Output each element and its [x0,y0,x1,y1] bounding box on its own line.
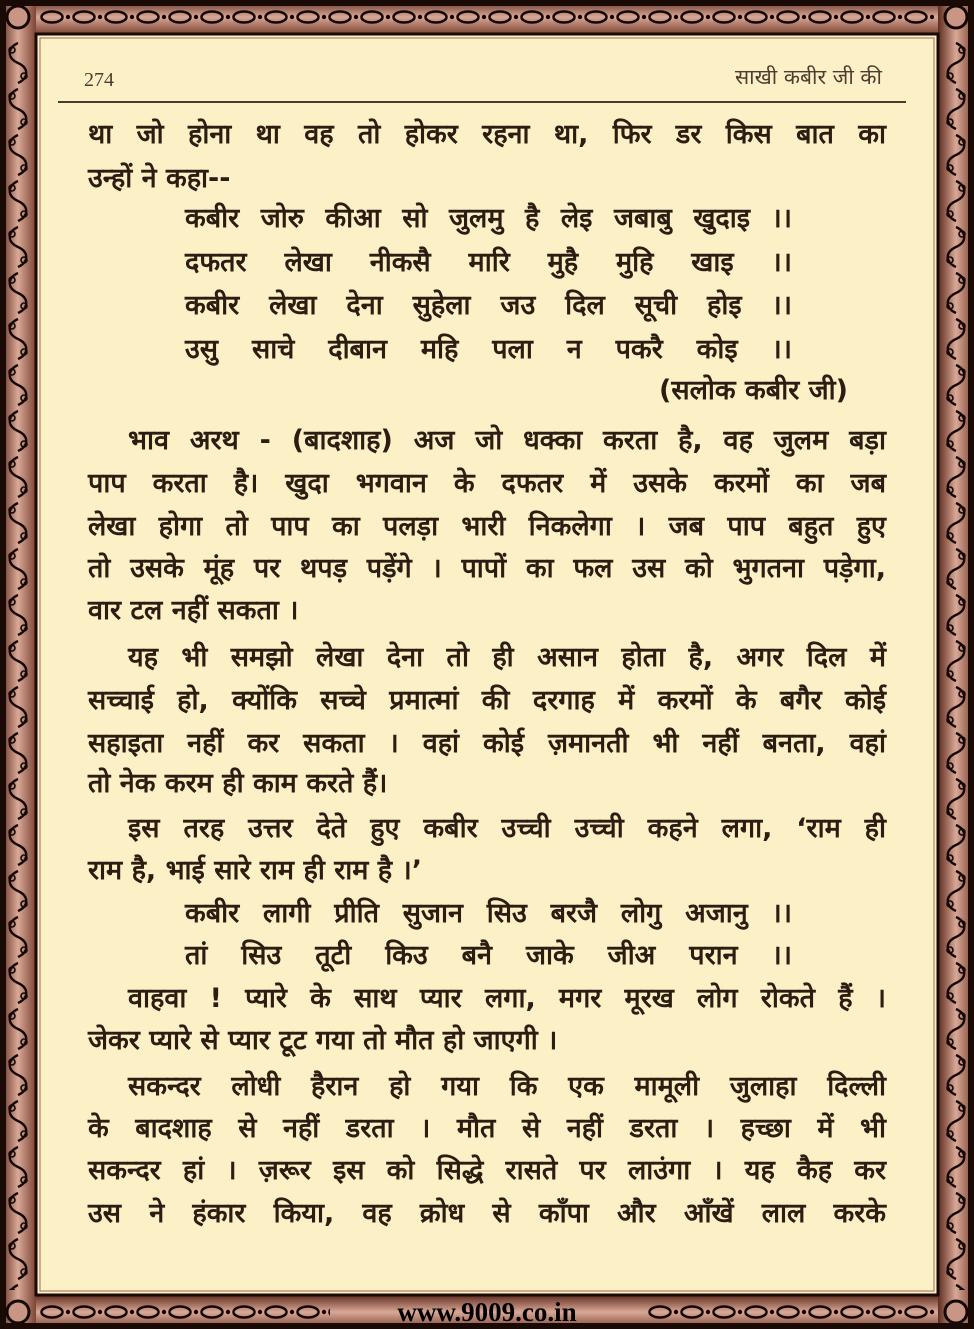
verse-line: उसु साचे दीबान महि पला न पकरै कोइ ।। [185,334,792,365]
paragraph-line: सहाइता नहीं कर सकता । वहां कोई ज़मानती भी नहीं बनता, वहां [88,728,886,759]
corner-ornament-bottom-right [945,1301,967,1323]
header-rule [58,101,906,103]
paragraph-line: इस तरह उत्तर देते हुए कबीर उच्ची उच्ची कहने लगा, ‘राम ही [128,813,886,844]
corner-ornament-bottom-left [7,1301,29,1323]
verse-line: कबीर लेखा देना सुहेला जउ दिल सूची होइ ।। [185,290,792,321]
verse-line: तां सिउ तूटी किउ बनै जाके जीअ परान ।। [185,940,792,971]
text-line: उन्हों ने कहा-- [88,163,231,194]
corner-ornament-top-right [945,6,967,28]
text-line: था जो होना था वह तो होकर रहना था, फिर डर किस बात का [88,119,886,150]
verse-line: कबीर जोरु कीआ सो जुलमु है लेइ जबाबु खुदाइ ।। [185,203,792,234]
paragraph-line: सच्चाई हो, क्योंकि सच्चे प्रमात्मां की दरगाह में करमों के बगैर कोई [88,685,886,716]
paragraph-line: के बादशाह से नहीं डरता । मौत से नहीं डरता । हच्छा में भी [88,1113,886,1144]
paragraph-line: यह भी समझो लेखा देना तो ही असान होता है, अगर दिल में [128,642,886,673]
paragraph-line: उस ने हंकार किया, वह क्रोध से काँपा और आँखें लाल करके [88,1198,886,1229]
paragraph-line: लेखा होगा तो पाप का पलड़ा भारी निकलेगा । जब पाप बहुत हुए [88,511,886,542]
paragraph-line: तो नेक करम ही काम करते हैं। [88,768,388,799]
paragraph-line: जेकर प्यारे से प्यार टूट गया तो मौत हो जाएगी । [88,1025,558,1056]
paragraph-line: तो उसके मूंह पर थपड़ पड़ेंगे । पापों का फल उस को भुगतना पड़ेगा, [88,553,886,584]
page-number: 274 [84,69,114,91]
paragraph-line: सकन्दर हां । ज़रूर इस को सिद्धे रासते पर लाउंगा । यह कैह कर [88,1155,886,1186]
running-title: साखी कबीर जी की [734,65,882,89]
paragraph-line: सकन्दर लोधी हैरान हो गया कि एक मामूली जुलाहा दिल्ली [128,1071,886,1102]
paragraph-line: वार टल नहीं सकता । [88,595,299,626]
paragraph-line: राम है, भाई सारे राम ही राम है ।’ [88,855,423,886]
paragraph-line: वाहवा ! प्यारे के साथ प्यार लगा, मगर मूरख लोग रोकते हैं । [128,983,886,1014]
paragraph-line: भाव अरथ - (बादशाह) अज जो धक्का करता है, वह जुलम बड़ा [128,425,886,456]
corner-ornament-top-left [7,6,29,28]
footer-website: www.9009.co.in [397,1297,577,1327]
verse-source: (सलोक कबीर जी) [659,375,848,406]
verse-line: दफतर लेखा नीकसै मारि मुहै मुहि खाइ ।। [185,247,792,278]
paragraph-line: पाप करता है। खुदा भगवान के दफतर में उसके करमों का जब [88,468,886,499]
verse-line: कबीर लागी प्रीति सुजान सिउ बरजै लोगु अजानु ।। [185,898,792,929]
